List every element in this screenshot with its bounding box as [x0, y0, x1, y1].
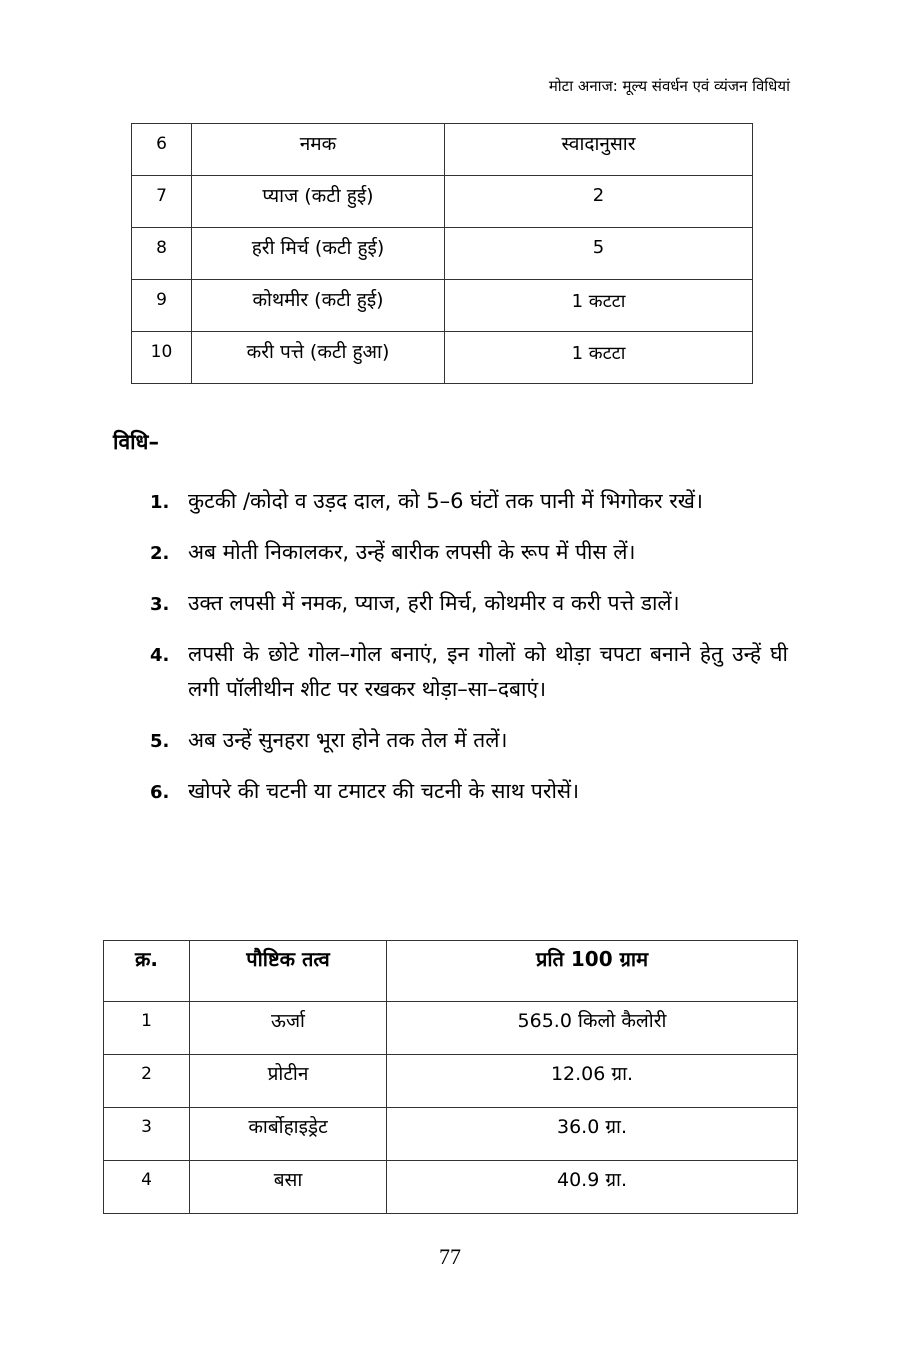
ingredients-table	[131, 123, 753, 384]
ingredient-name: नमक	[192, 124, 445, 176]
page-number: 77	[439, 1244, 461, 1269]
row-number: 2	[104, 1055, 190, 1108]
nutrient-value: 36.0 ग्रा.	[387, 1108, 798, 1161]
list-item	[146, 484, 788, 519]
method-steps	[146, 484, 788, 825]
ingredient-quantity: 1 कटटा	[445, 332, 753, 384]
nutrient-value: 40.9 ग्रा.	[387, 1161, 798, 1214]
step-text: कुटकी /कोदो व उड़द दाल, को 5–6 घंटों तक पानी में भिगोकर रखें।	[188, 489, 703, 513]
ingredient-name: कोथमीर (कटी हुई)	[192, 280, 445, 332]
ingredient-quantity: 5	[445, 228, 753, 280]
table-row	[104, 1055, 798, 1108]
list-item	[146, 723, 788, 758]
step-text: अब मोती निकालकर, उन्हें बारीक लपसी के रूप में पीस लें।	[188, 540, 636, 564]
step-text: लपसी के छोटे गोल–गोल बनाएं, इन गोलों को थोड़ा चपटा बनाने हेतु उन्हें घी लगी पॉलीथीन शीट पर रखकर थोड़ा–सा–दबाएं।	[188, 642, 788, 701]
nutrient-value: 565.0 किलो कैलोरी	[387, 1002, 798, 1055]
column-header-number: क्र.	[104, 941, 190, 1002]
running-header: मोटा अनाज: मूल्य संवर्धन एवं व्यंजन विधियां	[548, 77, 790, 95]
column-header-per-100g: प्रति 100 ग्राम	[387, 941, 798, 1002]
ingredient-quantity: 1 कटटा	[445, 280, 753, 332]
row-number: 4	[104, 1161, 190, 1214]
table-header-row	[104, 941, 798, 1002]
table-row	[132, 176, 753, 228]
step-number: 2.	[150, 543, 170, 564]
list-item	[146, 586, 788, 621]
step-number: 1.	[150, 492, 170, 513]
list-item	[146, 637, 788, 707]
step-number: 3.	[150, 594, 170, 615]
table-row	[104, 1002, 798, 1055]
step-number: 4.	[150, 645, 170, 666]
table-row	[132, 280, 753, 332]
row-number: 9	[132, 280, 192, 332]
list-item	[146, 535, 788, 570]
table-row	[104, 1161, 798, 1214]
ingredient-name: हरी मिर्च (कटी हुई)	[192, 228, 445, 280]
table-row	[132, 228, 753, 280]
ingredient-quantity: स्वादानुसार	[445, 124, 753, 176]
nutrition-table	[103, 940, 798, 1214]
nutrient-name: बसा	[190, 1161, 387, 1214]
nutrient-name: कार्बोहाइड्रेट	[190, 1108, 387, 1161]
table-row	[132, 332, 753, 384]
step-text: उक्त लपसी में नमक, प्याज, हरी मिर्च, कोथमीर व करी पत्ते डालें।	[188, 591, 680, 615]
step-number: 6.	[150, 782, 170, 803]
row-number: 7	[132, 176, 192, 228]
nutrient-value: 12.06 ग्रा.	[387, 1055, 798, 1108]
ingredient-name: प्याज (कटी हुई)	[192, 176, 445, 228]
row-number: 10	[132, 332, 192, 384]
nutrient-name: ऊर्जा	[190, 1002, 387, 1055]
nutrient-name: प्रोटीन	[190, 1055, 387, 1108]
step-number: 5.	[150, 731, 170, 752]
ingredient-quantity: 2	[445, 176, 753, 228]
step-text: खोपरे की चटनी या टमाटर की चटनी के साथ परोसें।	[188, 779, 580, 803]
row-number: 1	[104, 1002, 190, 1055]
column-header-nutrient: पौष्टिक तत्व	[190, 941, 387, 1002]
row-number: 6	[132, 124, 192, 176]
row-number: 8	[132, 228, 192, 280]
table-row	[132, 124, 753, 176]
ingredient-name: करी पत्ते (कटी हुआ)	[192, 332, 445, 384]
method-heading: विधि–	[113, 430, 159, 454]
table-row	[104, 1108, 798, 1161]
step-text: अब उन्हें सुनहरा भूरा होने तक तेल में तलें।	[188, 728, 508, 752]
row-number: 3	[104, 1108, 190, 1161]
list-item	[146, 774, 788, 809]
